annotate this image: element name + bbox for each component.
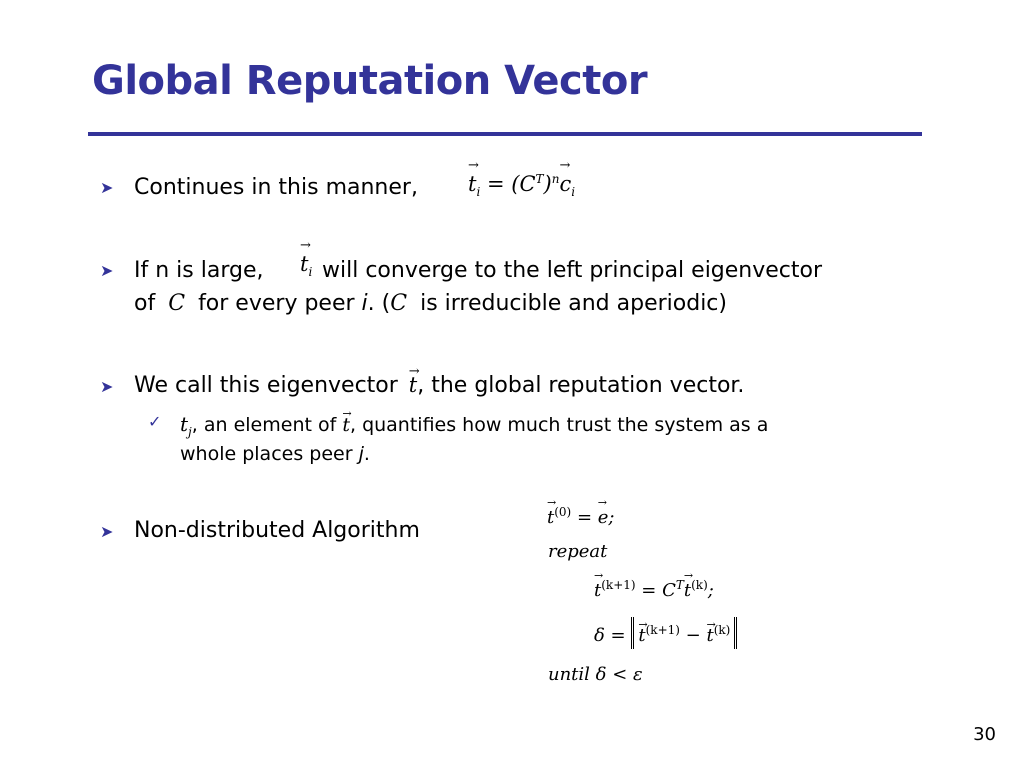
- algo-update: → $t^{(k+1)} = C^T\to t^{(k)}$;: [594, 578, 714, 601]
- slide-title: Global Reputation Vector: [92, 58, 648, 104]
- checkmark-icon: ✓: [148, 412, 162, 431]
- sub-bullet-line-1: $t_j$, an element of → t, quantifies how much trust the system as a: [180, 409, 768, 447]
- page-number: 30: [973, 724, 996, 745]
- algo-until: until δ < ε: [548, 664, 643, 685]
- bullet-3-text: We call this eigenvector → t, the global reputation vector.: [134, 369, 744, 402]
- algo-repeat: repeat: [548, 541, 608, 562]
- algo-init: → $t^{(0)}$ = → e;: [547, 505, 615, 528]
- arrowhead-bullet-icon: ➤: [100, 377, 114, 396]
- bullet-1-label: Continues in this manner,: [134, 175, 418, 200]
- bullet-4-text: Non-distributed Algorithm: [134, 518, 420, 543]
- arrowhead-bullet-icon: ➤: [100, 261, 114, 280]
- bullet-2-line-1-end: will converge to the left principal eigenvector: [322, 258, 823, 283]
- formula-t-i: → $t_i = (C^T)^n\to c_i$: [468, 172, 575, 199]
- bullet-1-text: [134, 171, 418, 204]
- var-t-i: → $t_i$: [300, 252, 312, 279]
- arrowhead-bullet-icon: ➤: [100, 522, 114, 541]
- title-divider: [88, 132, 922, 136]
- sub-bullet-line-2: whole places peer j.: [180, 443, 370, 465]
- arrowhead-bullet-icon: ➤: [100, 178, 114, 197]
- bullet-2-line-2: of C for every peer i. (C is irreducible and aperiodic): [134, 291, 727, 316]
- algo-delta: δ = → $t^{(k+1)}$ − → $t^{(k)}$: [594, 617, 737, 649]
- bullet-2-line-1: If n is large,: [134, 258, 264, 283]
